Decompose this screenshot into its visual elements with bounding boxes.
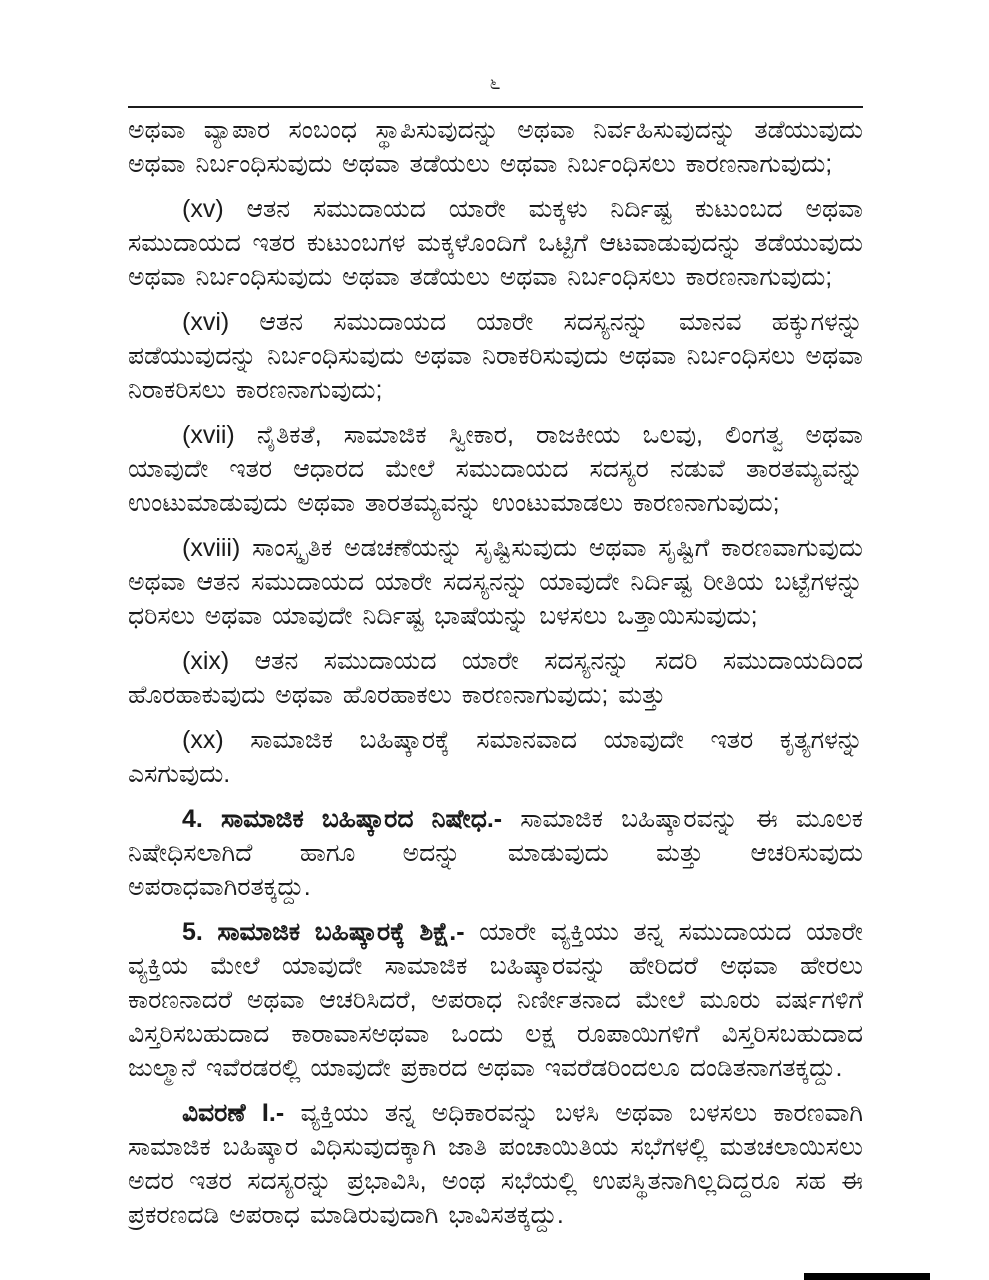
clause-xix: (xix) ಆತನ ಸಮುದಾಯದ ಯಾರೇ ಸದಸ್ಯನನ್ನು ಸದರಿ ಸಮುದಾಯದಿಂದ ಹೊರಹಾಕುವುದು ಅಥವಾ ಹೊರಹಾಕಲು ಕಾರಣನಾಗುವುದು; ಮತ್ತು	[128, 647, 863, 709]
clause-xvi: (xvi) ಆತನ ಸಮುದಾಯದ ಯಾರೇ ಸದಸ್ಯನನ್ನು ಮಾನವ ಹಕ್ಕುಗಳನ್ನು ಪಡೆಯುವುದನ್ನು ನಿರ್ಬಂಧಿಸುವುದು ಅಥವಾ ನಿರಾಕರಿಸುವುದು ಅಥವಾ ನಿರ್ಬಂಧಿಸಲು ಅಥವಾ ನಿರಾಕರಿಸಲು ಕಾರಣನಾಗುವುದು;	[128, 308, 863, 404]
clause-xvii: (xvii) ನೈತಿಕತೆ, ಸಾಮಾಜಿಕ ಸ್ವೀಕಾರ, ರಾಜಕೀಯ ಒಲವು, ಲಿಂಗತ್ವ ಅಥವಾ ಯಾವುದೇ ಇತರ ಆಧಾರದ ಮೇಲೆ ಸಮುದಾಯದ ಸದಸ್ಯರ ನಡುವೆ ತಾರತಮ್ಯವನ್ನು ಉಂಟುಮಾಡುವುದು ಅಥವಾ ತಾರತಮ್ಯವನ್ನು ಉಂಟುಮಾಡಲು ಕಾರಣನಾಗುವುದು;	[128, 421, 863, 517]
page-number: ೬	[489, 72, 502, 94]
header-rule	[128, 106, 863, 108]
section-5-paragraph	[128, 915, 863, 1085]
clause-xx: (xx) ಸಾಮಾಜಿಕ ಬಹಿಷ್ಕಾರಕ್ಕೆ ಸಮಾನವಾದ ಯಾವುದೇ ಇತರ ಕೃತ್ಯಗಳನ್ನು ಎಸಗುವುದು.	[128, 726, 863, 788]
section-5-body: ಯಾರೇ ವ್ಯಕ್ತಿಯು ತನ್ನ ಸಮುದಾಯದ ಯಾರೇ ವ್ಯಕ್ತಿಯ ಮೇಲೆ ಯಾವುದೇ ಸಾಮಾಜಿಕ ಬಹಿಷ್ಕಾರವನ್ನು ಹೇರಿದರೆ ಅಥವಾ ಹೇರಲು ಕಾರಣನಾದರೆ ಅಥವಾ ಆಚರಿಸಿದರೆ, ಅಪರಾಧ ನಿರ್ಣೀತನಾದ ಮೇಲೆ ಮೂರು ವರ್ಷಗಳಿಗೆ ವಿಸ್ತರಿಸಬಹುದಾದ ಕಾರಾವಾಸಅಥವಾ ಒಂದು ಲಕ್ಷ ರೂಪಾಯಿಗಳಿಗೆ ವಿಸ್ತರಿಸಬಹುದಾದ ಜುಲ್ಮಾನೆ ಇವೆರಡರಲ್ಲಿ ಯಾವುದೇ ಪ್ರಕಾರದ ಅಥವಾ ಇವರೆಡರಿಂದಲೂ ದಂಡಿತನಾಗತಕ್ಕದ್ದು.	[128, 918, 863, 1082]
scan-artifact-bar	[804, 1273, 930, 1280]
clause-xviii: (xviii) ಸಾಂಸ್ಕೃತಿಕ ಅಡಚಣೆಯನ್ನು ಸೃಷ್ಟಿಸುವುದು ಅಥವಾ ಸೃಷ್ಟಿಗೆ ಕಾರಣವಾಗುವುದು ಅಥವಾ ಆತನ ಸಮುದಾಯದ ಯಾರೇ ಸದಸ್ಯನನ್ನು ಯಾವುದೇ ನಿರ್ದಿಷ್ಟ ರೀತಿಯ ಬಟ್ಟೆಗಳನ್ನು ಧರಿಸಲು ಅಥವಾ ಯಾವುದೇ ನಿರ್ದಿಷ್ಟ ಭಾಷೆಯನ್ನು ಬಳಸಲು ಒತ್ತಾಯಿಸುವುದು;	[128, 534, 863, 630]
explanation-1-paragraph	[128, 1096, 863, 1232]
section-4-paragraph	[128, 802, 863, 904]
section-4-body: ಸಾಮಾಜಿಕ ಬಹಿಷ್ಕಾರವನ್ನು ಈ ಮೂಲಕ ನಿಷೇಧಿಸಲಾಗಿದೆ ಹಾಗೂ ಅದನ್ನು ಮಾಡುವುದು ಮತ್ತು ಆಚರಿಸುವುದು ಅಪರಾಧವಾಗಿರತಕ್ಕದ್ದು.	[128, 805, 863, 901]
clause-xv: (xv) ಆತನ ಸಮುದಾಯದ ಯಾರೇ ಮಕ್ಕಳು ನಿರ್ದಿಷ್ಟ ಕುಟುಂಬದ ಅಥವಾ ಸಮುದಾಯದ ಇತರ ಕುಟುಂಬಗಳ ಮಕ್ಕಳೊಂದಿಗೆ ಒಟ್ಟಿಗೆ ಆಟವಾಡುವುದನ್ನು ತಡೆಯುವುದು ಅಥವಾ ನಿರ್ಬಂಧಿಸುವುದು ಅಥವಾ ತಡೆಯಲು ಅಥವಾ ನಿರ್ಬಂಧಿಸಲು ಕಾರಣನಾಗುವುದು;	[128, 195, 863, 291]
paragraph-continuation: ಅಥವಾ ವ್ಯಾಪಾರ ಸಂಬಂಧ ಸ್ಥಾಪಿಸುವುದನ್ನು ಅಥವಾ ನಿರ್ವಹಿಸುವುದನ್ನು ತಡೆಯುವುದು ಅಥವಾ ನಿರ್ಬಂಧಿಸುವುದು ಅಥವಾ ತಡೆಯಲು ಅಥವಾ ನಿರ್ಬಂಧಿಸಲು ಕಾರಣನಾಗುವುದು;	[128, 116, 863, 178]
explanation-1-heading: ವಿವರಣೆ I.-	[182, 1099, 285, 1127]
section-4-heading: 4. ಸಾಮಾಜಿಕ ಬಹಿಷ್ಕಾರದ ನಿಷೇಧ.-	[182, 805, 503, 833]
page-content	[128, 70, 863, 1232]
section-5-heading: 5. ಸಾಮಾಜಿಕ ಬಹಿಷ್ಕಾರಕ್ಕೆ ಶಿಕ್ಷೆ.-	[182, 918, 465, 946]
explanation-1-body: ವ್ಯಕ್ತಿಯು ತನ್ನ ಅಧಿಕಾರವನ್ನು ಬಳಸಿ ಅಥವಾ ಬಳಸಲು ಕಾರಣವಾಗಿ ಸಾಮಾಜಿಕ ಬಹಿಷ್ಕಾರ ವಿಧಿಸುವುದಕ್ಕಾಗಿ ಜಾತಿ ಪಂಚಾಯಿತಿಯ ಸಭೆಗಳಲ್ಲಿ ಮತಚಲಾಯಿಸಲು ಅದರ ಇತರ ಸದಸ್ಯರನ್ನು ಪ್ರಭಾವಿಸಿ, ಅಂಥ ಸಭೆಯಲ್ಲಿ ಉಪಸ್ಥಿತನಾಗಿಲ್ಲದಿದ್ದರೂ ಸಹ ಈ ಪ್ರಕರಣದಡಿ ಅಪರಾಧ ಮಾಡಿರುವುದಾಗಿ ಭಾವಿಸತಕ್ಕದ್ದು.	[128, 1099, 863, 1229]
